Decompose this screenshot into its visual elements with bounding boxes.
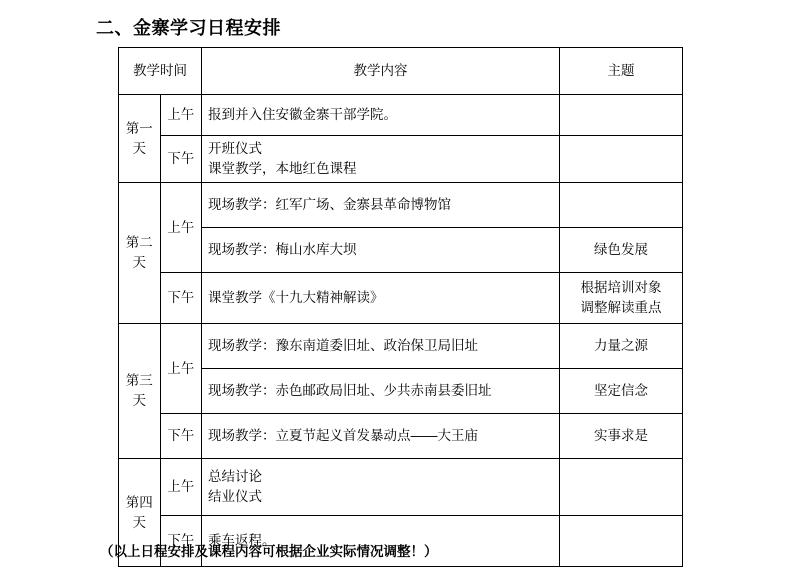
half-label: 上午 <box>160 324 202 414</box>
page-title: 二、金寨学习日程安排 <box>96 18 281 38</box>
theme-cell <box>560 273 683 324</box>
theme-line: 调整解读重点 <box>580 300 662 315</box>
table-row <box>119 228 683 273</box>
half-label: 下午 <box>160 414 202 459</box>
day-label-3 <box>119 324 161 459</box>
content-line: 现场教学：豫东南道委旧址、政治保卫局旧址 <box>208 338 478 354</box>
day-label-4-line2: 天 <box>132 514 146 530</box>
theme-cell <box>560 136 683 183</box>
day-label-2-line2: 天 <box>132 255 146 270</box>
table-header-row <box>119 48 683 95</box>
schedule-table <box>118 47 683 567</box>
content-line: 结业仪式 <box>208 489 262 504</box>
content-line: 现场教学：梅山水库大坝 <box>208 242 357 258</box>
content-cell <box>202 369 560 414</box>
content-line: 开班仪式 <box>208 141 262 157</box>
content-cell <box>202 183 560 228</box>
content-line: 课堂教学《十九大精神解读》 <box>208 290 384 306</box>
theme-cell: 坚定信念 <box>560 369 683 414</box>
footer-note: （以上日程安排及课程内容可根据企业实际情况调整！） <box>100 544 438 559</box>
content-line: 课堂教学，本地红色课程 <box>208 161 357 176</box>
content-line: 总结讨论 <box>208 469 262 485</box>
content-line: 现场教学：红军广场、金寨县革命博物馆 <box>208 197 451 213</box>
theme-cell <box>560 183 683 228</box>
theme-cell <box>560 459 683 516</box>
day-label-1-line2: 天 <box>132 140 146 156</box>
half-label: 下午 <box>160 136 202 183</box>
content-cell <box>202 273 560 324</box>
table-row <box>119 136 683 183</box>
day-label-3-line1: 第三 <box>125 373 153 389</box>
table-row <box>119 95 683 136</box>
day-label-1-line1: 第一 <box>125 120 153 136</box>
table-row <box>119 273 683 324</box>
content-cell <box>202 136 560 183</box>
content-line: 乘车返程。 <box>208 533 276 549</box>
content-cell <box>202 228 560 273</box>
content-cell <box>202 324 560 369</box>
table-row <box>119 324 683 369</box>
table-row <box>119 414 683 459</box>
content-cell <box>202 459 560 516</box>
half-label: 下午 <box>160 273 202 324</box>
theme-cell: 绿色发展 <box>560 228 683 273</box>
theme-line: 根据培训对象 <box>580 280 662 296</box>
half-label: 上午 <box>160 459 202 516</box>
table-row <box>119 369 683 414</box>
theme-cell: 实事求是 <box>560 414 683 459</box>
table-row <box>119 459 683 516</box>
theme-cell: 力量之源 <box>560 324 683 369</box>
half-label: 上午 <box>160 183 202 273</box>
content-line: 现场教学：立夏节起义首发暴动点——大王庙 <box>208 428 478 444</box>
header-theme: 主题 <box>560 48 683 95</box>
content-cell <box>202 414 560 459</box>
day-label-1 <box>119 95 161 183</box>
day-label-4-line1: 第四 <box>125 494 153 510</box>
content-line: 报到并入住安徽金寨干部学院。 <box>208 107 397 123</box>
header-teaching-content: 教学内容 <box>202 48 560 95</box>
half-label: 下午 <box>160 516 202 567</box>
table-row <box>119 183 683 228</box>
day-label-3-line2: 天 <box>132 393 146 408</box>
half-label: 上午 <box>160 95 202 136</box>
day-label-2-line1: 第二 <box>125 235 153 251</box>
theme-cell <box>560 516 683 567</box>
theme-cell <box>560 95 683 136</box>
content-line: 现场教学：赤色邮政局旧址、少共赤南县委旧址 <box>208 383 492 399</box>
content-cell <box>202 95 560 136</box>
header-teaching-time: 教学时间 <box>119 48 202 95</box>
day-label-2 <box>119 183 161 324</box>
